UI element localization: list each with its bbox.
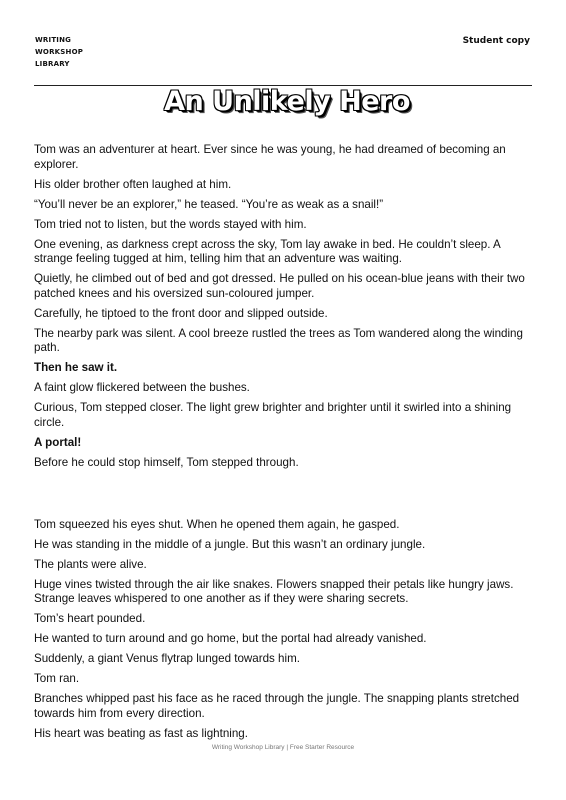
story-paragraph: Branches whipped past his face as he raced through the jungle. The snapping plants stretched towards him from every direction. xyxy=(34,692,520,720)
story-paragraph: He was standing in the middle of a jungle. But this wasn’t an ordinary jungle. xyxy=(34,537,426,551)
story-emphasis: A portal! xyxy=(34,435,82,449)
story-paragraph: The plants were alive. xyxy=(34,557,147,571)
story-title: An Unlikely Hero xyxy=(164,86,410,117)
story-paragraph: The nearby park was silent. A cool breeze rustled the trees as Tom wandered along the winding path. xyxy=(34,326,523,354)
story-paragraph: His heart was beating as fast as lightning. xyxy=(34,726,248,740)
story-paragraph: A faint glow flickered between the bushes. xyxy=(34,381,250,394)
story-paragraph: Carefully, he tiptoed to the front door and slipped outside. xyxy=(34,306,328,320)
story-paragraph: Curious, Tom stepped closer. The light grew brighter and brighter until it swirled into a shining circle. xyxy=(34,401,512,429)
story-paragraph: “You’ll never be an explorer,” he teased. “You’re as weak as a snail!” xyxy=(34,197,384,211)
story-paragraph: Tom was an adventurer at heart. Ever since he was young, he had dreamed of becoming an explorer. xyxy=(34,143,506,171)
story-body xyxy=(34,143,534,747)
story-paragraph: His older brother often laughed at him. xyxy=(34,177,232,191)
story-paragraph: Tom’s heart pounded. xyxy=(34,612,146,625)
story-paragraph: One evening, as darkness crept across the sky, Tom lay awake in bed. He couldn’t sleep. A strange feeling tugged at him, telling him that an adventure was waiting. xyxy=(34,237,501,265)
brand-logo xyxy=(35,34,83,70)
story-paragraph: Suddenly, a giant Venus flytrap lunged towards him. xyxy=(34,652,300,665)
story-paragraph: Quietly, he climbed out of bed and got dressed. He pulled on his ocean-blue jeans with their two patched knees and his oversized sun-coloured jumper. xyxy=(34,272,525,300)
copy-label: Student copy xyxy=(462,36,530,46)
brand-line: WRITING xyxy=(35,36,72,44)
story-paragraph: Before he could stop himself, Tom stepped through. xyxy=(34,455,299,469)
brand-line: WORKSHOP xyxy=(35,48,84,56)
page-footer: Writing Workshop Library | Free Starter Resource xyxy=(211,744,355,751)
brand-line: LIBRARY xyxy=(35,60,70,68)
story-emphasis: Then he saw it. xyxy=(34,361,118,374)
story-paragraph: Huge vines twisted through the air like snakes. Flowers snapped their petals like hungry jaws. Strange leaves whispered to one another as if they were sharing secrets. xyxy=(34,577,514,605)
story-paragraph: Tom squeezed his eyes shut. When he opened them again, he gasped. xyxy=(34,517,400,531)
story-paragraph: Tom ran. xyxy=(34,672,80,685)
story-paragraph: Tom tried not to listen, but the words stayed with him. xyxy=(34,217,307,231)
section-break xyxy=(34,476,534,518)
story-paragraph: He wanted to turn around and go home, but the portal had already vanished. xyxy=(34,632,427,645)
